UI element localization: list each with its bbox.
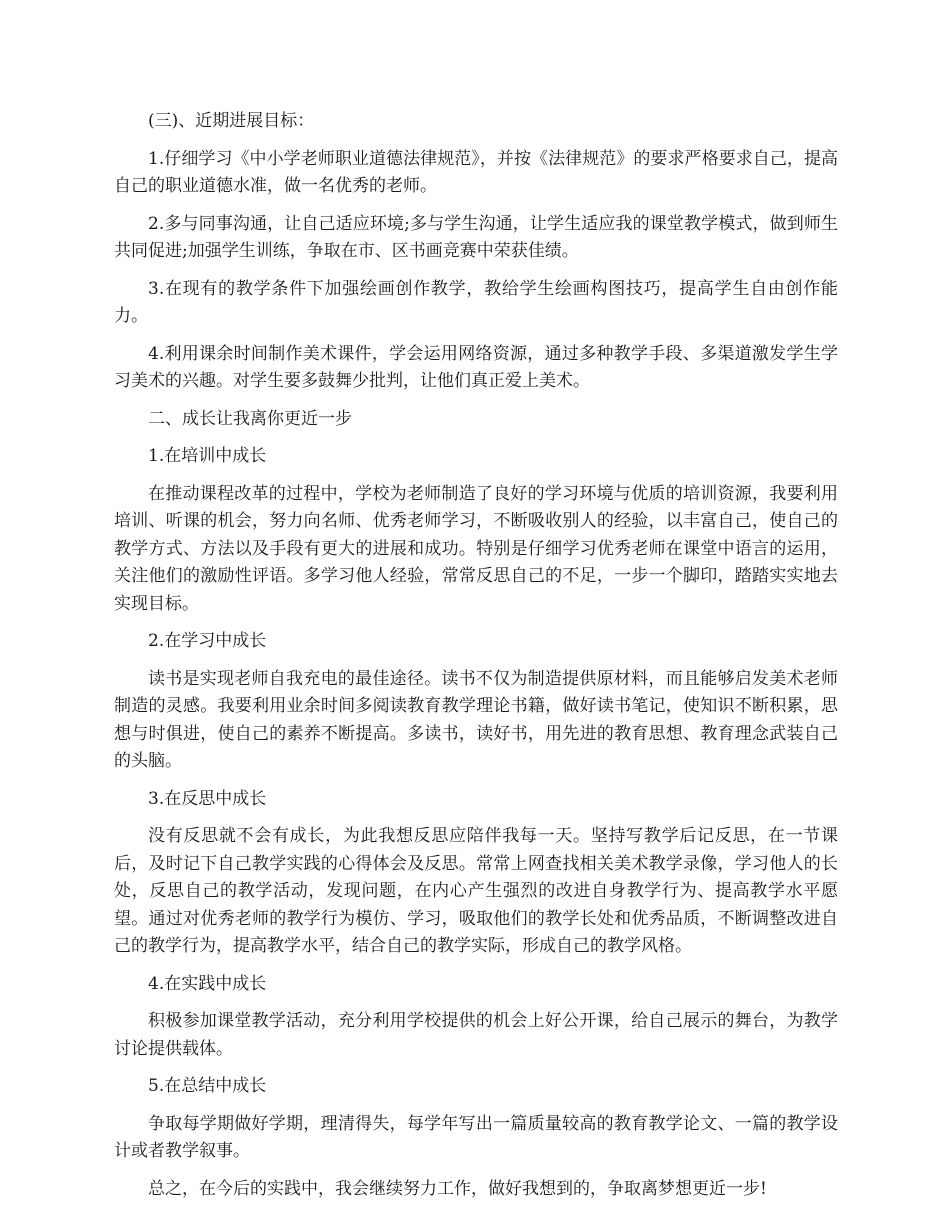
paragraph-learning: 读书是实现老师自我充电的最佳途径。读书不仅为制造提供原材料，而且能够启发美术老师制造的灵感。我要利用业余时间多阅读教育教学理论书籍，做好读书笔记，使知识不断积累，思想与时俱进，使自己的素养不断提高。多读书，读好书，用先进的教育思想、教育理念武装自己的头脑。 — [114, 668, 838, 771]
document-body — [114, 108, 838, 1213]
subheading-reflection: 3.在反思中成长 — [148, 788, 267, 809]
section-heading-near-term-goals: (三)、近期进展目标： — [148, 111, 315, 131]
subheading-summary: 5.在总结中成长 — [148, 1076, 267, 1096]
paragraph-conclusion: 总之，在今后的实践中，我会继续努力工作，做好我想到的，争取离梦想更近一步! — [148, 1178, 767, 1199]
goal-item-3: 3.在现有的教学条件下加强绘画创作教学，教给学生绘画构图技巧，提高学生自由创作能力。 — [114, 278, 838, 326]
goal-item-4: 4.利用课余时间制作美术课件，学会运用网络资源，通过多种教学手段、多渠道激发学生学习美术的兴趣。对学生要多鼓舞少批判，让他们真正爱上美术。 — [114, 343, 838, 391]
paragraph-reflection: 没有反思就不会有成长，为此我想反思应陪伴我每一天。坚持写教学后记反思，在一节课后，及时记下自己教学实践的心得体会及反思。常常上网查找相关美术教学录像，学习他人的长处，反思自己的教学活动，发现问题，在内心产生强烈的改进自身教学行为、提高教学水平愿望。通过对优秀老师的教学行为模仿、学习，吸取他们的教学长处和优秀品质，不断调整改进自己的教学行为，提高教学水平，结合自己的教学实际，形成自己的教学风格。 — [114, 826, 838, 956]
section-heading-growth: 二、成长让我离你更近一步 — [148, 408, 352, 429]
subheading-learning: 2.在学习中成长 — [148, 631, 267, 651]
subheading-training: 1.在培训中成长 — [148, 446, 267, 466]
goal-item-2: 2.多与同事沟通，让自己适应环境;多与学生沟通，让学生适应我的课堂教学模式，做到师生共同促进;加强学生训练，争取在市、区书画竞赛中荣获佳绩。 — [114, 213, 838, 261]
goal-item-1: 1.仔细学习《中小学老师职业道德法律规范》，并按《法律规范》的要求严格要求自己，提高自己的职业道德水准，做一名优秀的老师。 — [114, 148, 838, 196]
subheading-practice: 4.在实践中成长 — [148, 973, 267, 994]
paragraph-training: 在推动课程改革的过程中，学校为老师制造了良好的学习环境与优质的培训资源，我要利用培训、听课的机会，努力向名师、优秀老师学习，不断吸收别人的经验，以丰富自己，使自己的教学方式、方法以及手段有更大的进展和成功。特别是仔细学习优秀老师在课堂中语言的运用，关注他们的激励性评语。多学习他人经验，常常反思自己的不足，一步一个脚印，踏踏实实地去实现目标。 — [114, 483, 838, 614]
paragraph-practice: 积极参加课堂教学活动，充分利用学校提供的机会上好公开课，给自己展示的舞台，为教学讨论提供载体。 — [114, 1011, 838, 1059]
paragraph-summary: 争取每学期做好学期，理清得失，每学年写出一篇质量较高的教育教学论文、一篇的教学设计或者教学叙事。 — [114, 1113, 838, 1161]
